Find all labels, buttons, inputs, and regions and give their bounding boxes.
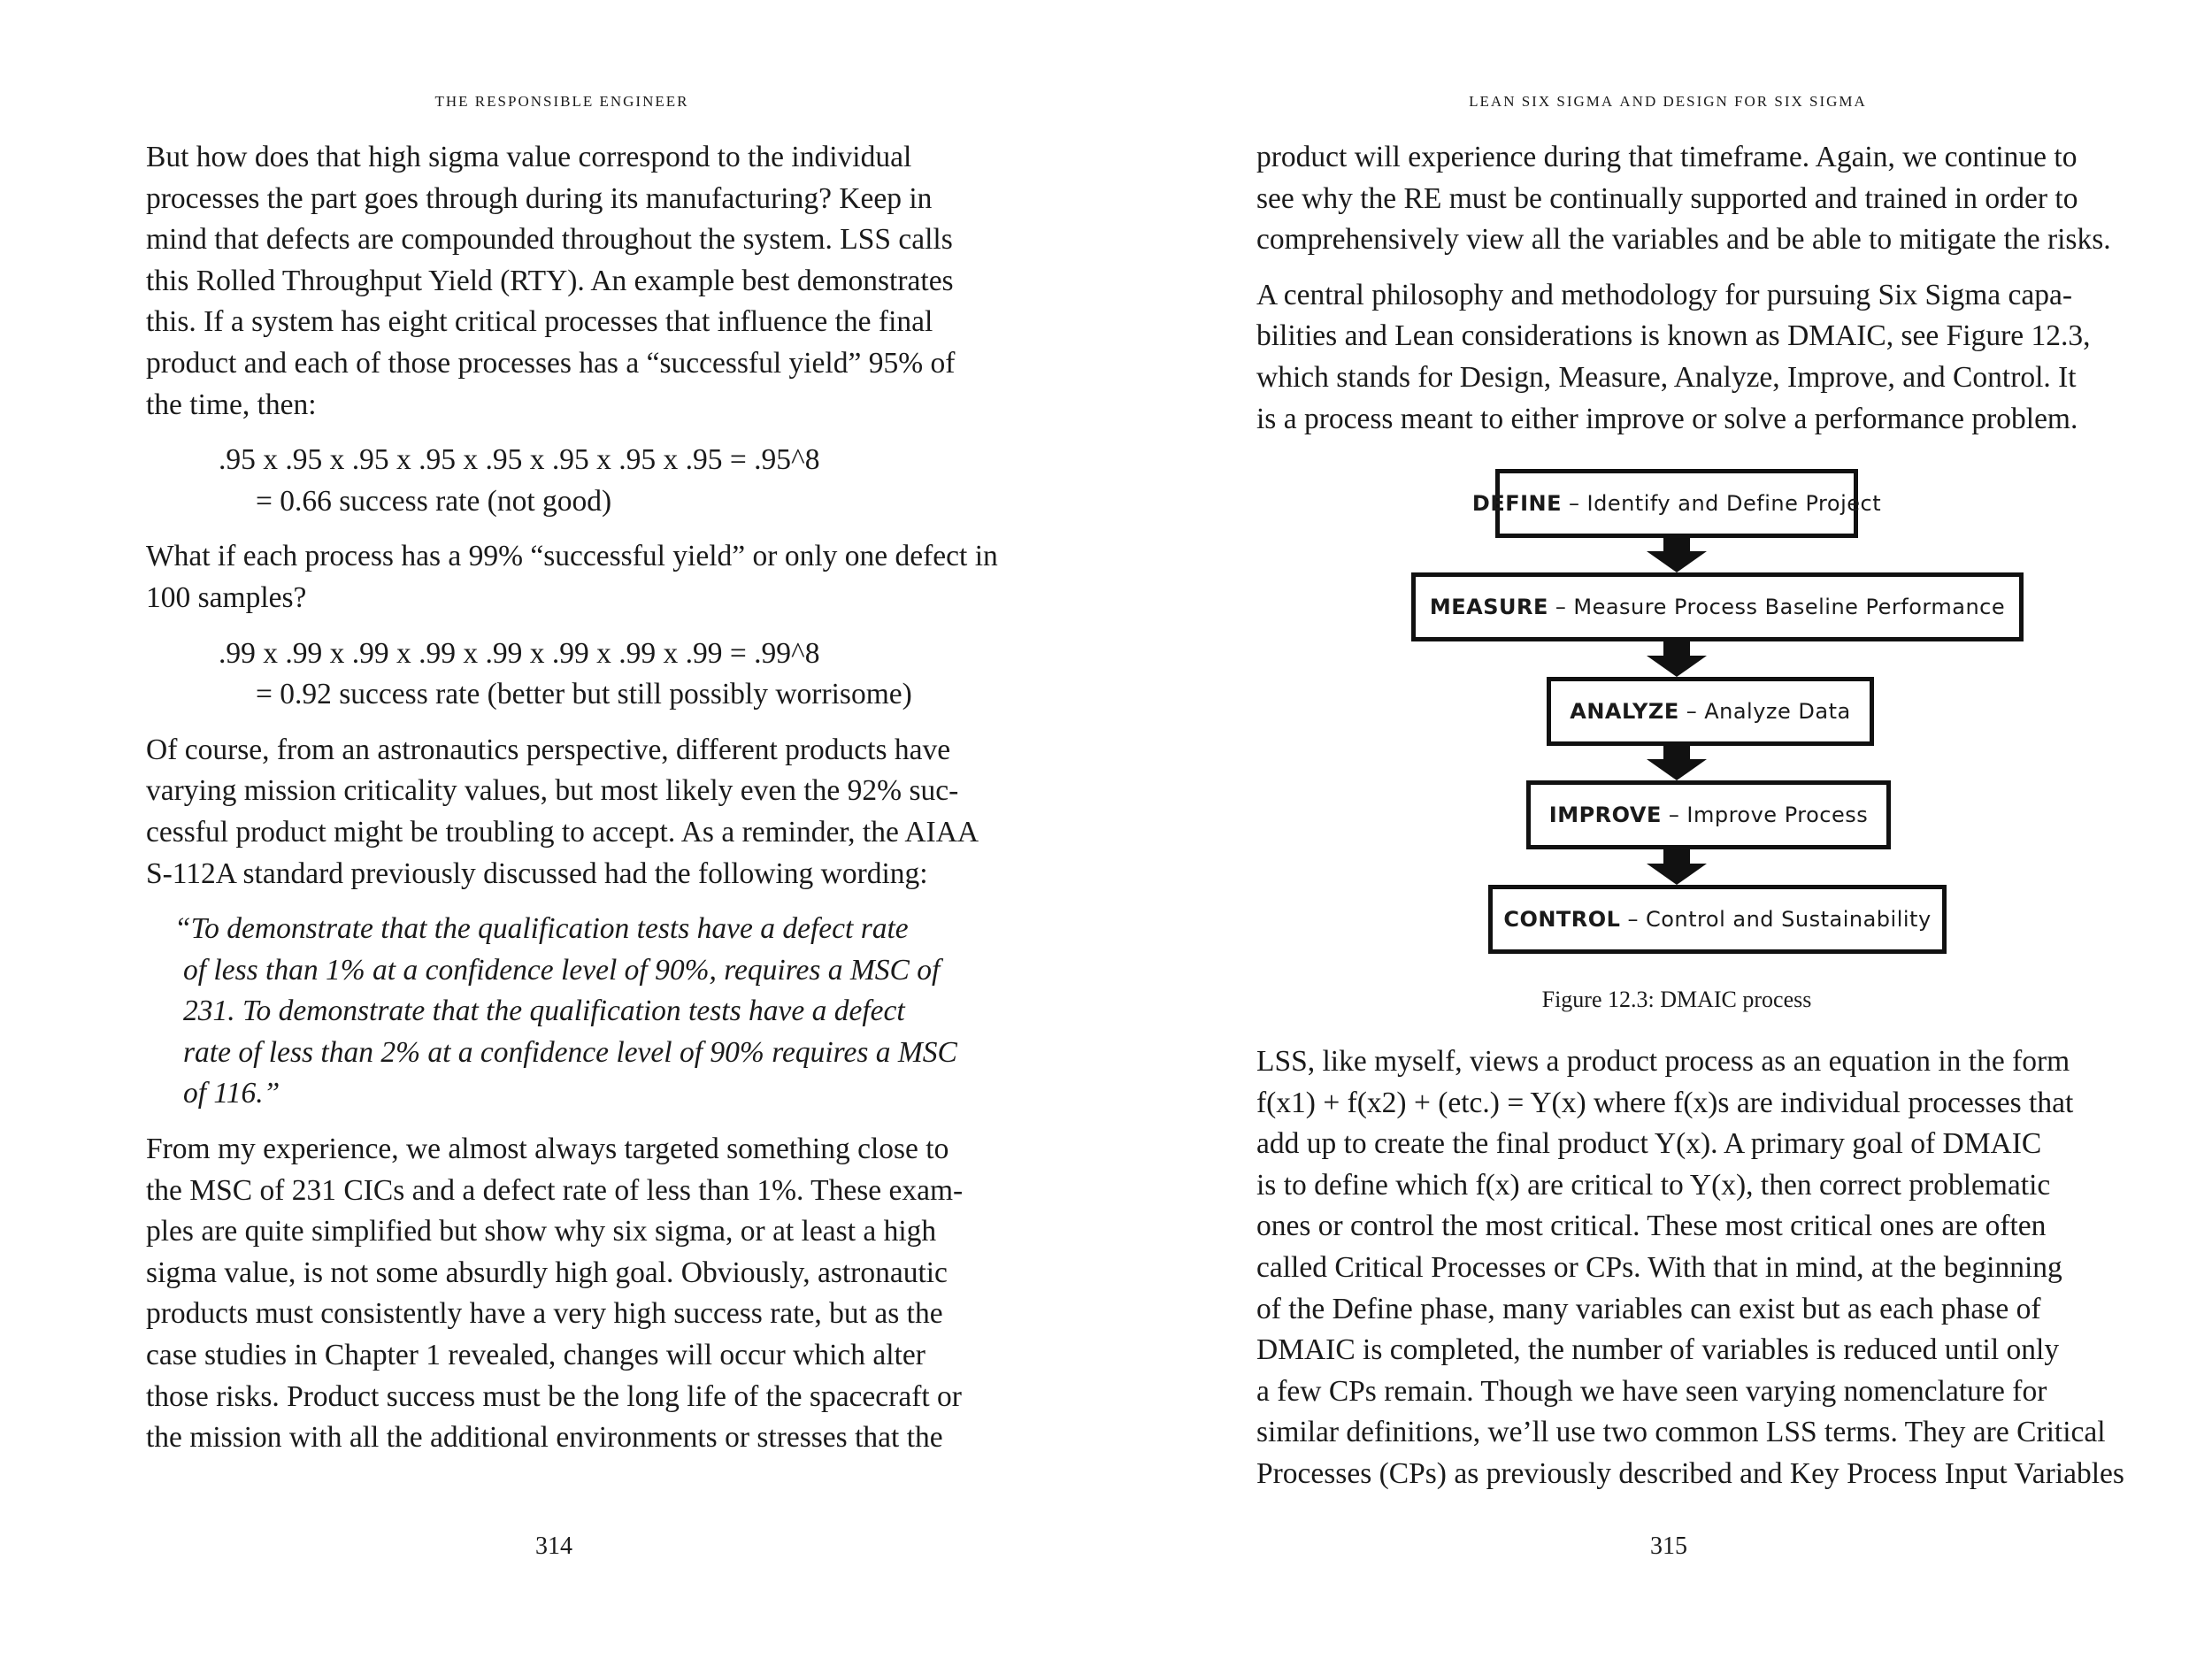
text-line: S-112A standard previously discussed had the following wording:	[146, 856, 928, 890]
paragraph	[1256, 137, 2111, 261]
page-number-text: 315	[1650, 1532, 1687, 1560]
text-line: the time, then:	[146, 388, 317, 421]
text-line: Of course, from an astronautics perspective, different products have	[146, 733, 951, 766]
equation-result: = 0.66 success rate (not good)	[256, 484, 612, 518]
step-name: MEASURE	[1429, 595, 1548, 619]
text-line: is to define which f(x) are critical to Y(x), then correct problematic	[1256, 1168, 2051, 1202]
step-separator: –	[1569, 491, 1580, 516]
equation-line: .95 x .95 x .95 x .95 x .95 x .95 x .95 x .95 = .95^8	[219, 443, 820, 477]
equation-rty-99	[146, 634, 978, 716]
step-name: CONTROL	[1503, 907, 1621, 932]
quote-line: of 116.”	[183, 1077, 280, 1110]
text-line: product will experience during that timeframe. Again, we continue to	[1256, 141, 2078, 173]
text-line: A central philosophy and methodology for pursuing Six Sigma capa-	[1256, 278, 2073, 311]
text-line: f(x1) + f(x2) + (etc.) = Y(x) where f(x)s are individual processes that	[1256, 1086, 2074, 1119]
text-line: LSS, like myself, views a product process as an equation in the form	[1256, 1045, 2070, 1078]
text-line: similar definitions, we’ll use two common LSS terms. They are Critical	[1256, 1416, 2106, 1449]
dmaic-flowchart	[1358, 469, 2006, 964]
paragraph	[146, 1129, 978, 1459]
text-line: But how does that high sigma value correspond to the individual	[146, 141, 912, 173]
step-separator: –	[1686, 699, 1698, 724]
paragraph	[146, 137, 978, 426]
text-line: the MSC of 231 CICs and a defect rate of less than 1%. These exam-	[146, 1173, 964, 1207]
right-page	[1106, 0, 2212, 1659]
dmaic-step-analyze	[1547, 677, 1874, 746]
text-line: a few CPs remain. Though we have seen varying nomenclature for	[1256, 1374, 2047, 1408]
text-line: add up to create the final product Y(x). A primary goal of DMAIC	[1256, 1127, 2042, 1161]
equation-line: .99 x .99 x .99 x .99 x .99 x .99 x .99 x .99 = .99^8	[219, 636, 820, 670]
paragraph	[146, 536, 998, 618]
dmaic-step-control	[1488, 885, 1947, 954]
running-head-left: the responsible engineer	[434, 88, 689, 111]
text-line: DMAIC is completed, the number of variables is reduced until only	[1256, 1333, 2060, 1367]
running-head-right: lean six sigma and design for six sigma	[1469, 88, 1867, 111]
equation-result: = 0.92 success rate (better but still possibly worrisome)	[256, 678, 912, 711]
text-line: sigma value, is not some absurdly high goal. Obviously, astronautic	[146, 1256, 948, 1289]
step-name: DEFINE	[1471, 491, 1563, 516]
left-body-text	[146, 137, 998, 1473]
text-line: mind that defects are compounded throughout the system. LSS calls	[146, 223, 953, 257]
text-line: which stands for Design, Measure, Analyze, Improve, and Control. It	[1256, 360, 2077, 394]
text-line: Processes (CPs) as previously described and Key Process Input Variables	[1256, 1456, 2124, 1490]
step-description: Measure Process Baseline Performance	[1573, 595, 2006, 619]
text-line: this. If a system has eight critical processes that influence the final	[146, 305, 933, 339]
dmaic-step-improve	[1526, 780, 1891, 849]
paragraph	[1256, 1041, 2124, 1495]
dmaic-step-define	[1471, 469, 1882, 538]
step-name: ANALYZE	[1570, 699, 1679, 724]
text-line: varying mission criticality values, but most likely even the 92% suc-	[146, 774, 959, 808]
text-line: ones or control the most critical. These most critical ones are often	[1256, 1210, 2047, 1243]
text-line: ples are quite simplified but show why six sigma, or at least a high	[146, 1215, 937, 1248]
step-separator: –	[1668, 803, 1680, 827]
text-line: see why the RE must be continually supported and trained in order to	[1256, 181, 2078, 215]
text-line: this Rolled Throughput Yield (RTY). An example best demonstrates	[146, 264, 954, 297]
dmaic-step-measure	[1411, 572, 2024, 641]
paragraph	[1256, 275, 2091, 440]
text-line: of the Define phase, many variables can exist but as each phase of	[1256, 1292, 2041, 1325]
quote-line: 231. To demonstrate that the qualification tests have a defect	[183, 995, 905, 1028]
page-number-text: 314	[535, 1532, 572, 1560]
right-body-text-bottom	[1256, 1041, 2124, 1509]
step-description: Improve Process	[1686, 803, 1869, 827]
text-line: the mission with all the additional environments or stresses that the	[146, 1421, 943, 1455]
step-name: IMPROVE	[1548, 803, 1662, 827]
step-separator: –	[1627, 907, 1639, 932]
text-line: those risks. Product success must be the long life of the spacecraft or	[146, 1379, 962, 1413]
step-description: Control and Sustainability	[1645, 907, 1932, 932]
text-line: is a process meant to either improve or solve a performance problem.	[1256, 402, 2078, 435]
text-line: case studies in Chapter 1 revealed, changes will occur which alter	[146, 1339, 926, 1372]
step-description: Identify and Define Project	[1586, 491, 1882, 516]
figure-caption: Figure 12.3: DMAIC process	[1541, 987, 1812, 1012]
step-separator: –	[1555, 595, 1567, 619]
text-line: 100 samples?	[146, 580, 307, 614]
quote-line: “To demonstrate that the qualification tests have a defect rate	[174, 912, 909, 946]
text-line: processes the part goes through during its manufacturing? Keep in	[146, 181, 933, 215]
text-line: From my experience, we almost always targeted something close to	[146, 1133, 949, 1166]
text-line: product and each of those processes has a “successful yield” 95% of	[146, 346, 956, 380]
text-line: bilities and Lean considerations is known as DMAIC, see Figure 12.3,	[1256, 319, 2091, 353]
paragraph	[146, 730, 978, 895]
text-line: called Critical Processes or CPs. With that in mind, at the beginning	[1256, 1250, 2062, 1284]
text-line: comprehensively view all the variables and be able to mitigate the risks.	[1256, 223, 2111, 257]
text-line: cessful product might be troubling to accept. As a reminder, the AIAA	[146, 815, 979, 849]
text-line: What if each process has a 99% “successful yield” or only one defect in	[146, 540, 998, 573]
quote-line: rate of less than 2% at a confidence level of 90% requires a MSC	[183, 1035, 957, 1069]
block-quote	[146, 909, 978, 1115]
equation-rty-95	[146, 440, 978, 522]
text-line: products must consistently have a very high success rate, but as the	[146, 1297, 943, 1331]
quote-line: of less than 1% at a confidence level of 90%, requires a MSC of	[183, 953, 941, 987]
right-body-text-top	[1256, 137, 2111, 454]
step-description: Analyze Data	[1704, 699, 1851, 724]
